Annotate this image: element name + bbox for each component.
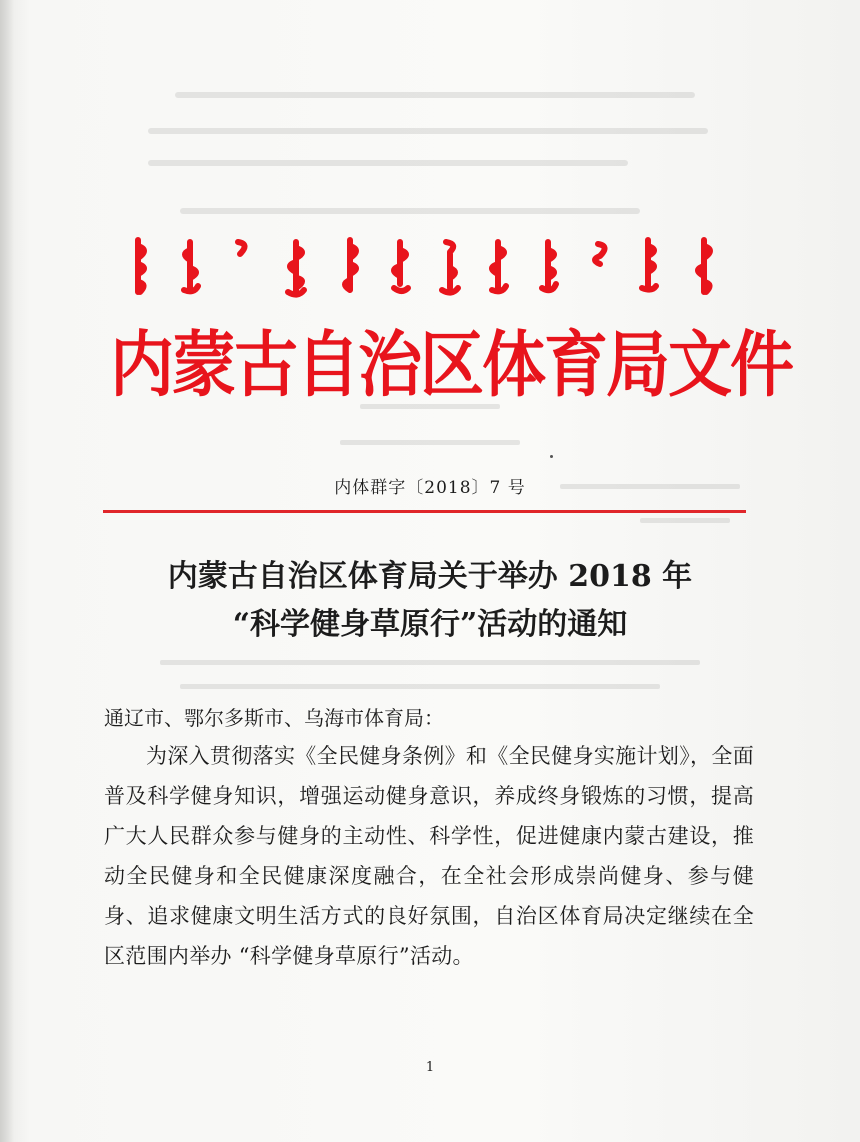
notice-title-line-1: 内蒙古自治区体育局关于举办 2018 年 (167, 559, 693, 594)
mongolian-banner (128, 232, 728, 302)
document-number: 内体群字〔2018〕7 号 (334, 478, 526, 498)
document-header-title: 内蒙古自治区体育局文件 (110, 324, 792, 408)
body-paragraph: 为深入贯彻落实《全民健身条例》和《全民健身实施计划》，全面普及科学健身知识，增强运动健身意识，养成终身锻炼的习惯，提高广大人民群众参与健身的主动性、科学性，促进健康内蒙古建设，推动全民健身和全民健康深度融合，在全社会形成崇尚健身、参与健身、追求健康文明生活方式的良好氛围，自治区体育局决定继续在全区范围内举办 “科学健身草原行”活动。 (104, 744, 754, 968)
salutation: 通辽市、鄂尔多斯市、乌海市体育局： (104, 706, 444, 730)
speck (550, 455, 553, 458)
page-number: 1 (425, 1060, 435, 1075)
notice-title-line-2: “科学健身草原行”活动的通知 (232, 607, 628, 642)
mongolian-script-graphic (128, 232, 728, 302)
red-separator-line (103, 510, 746, 513)
